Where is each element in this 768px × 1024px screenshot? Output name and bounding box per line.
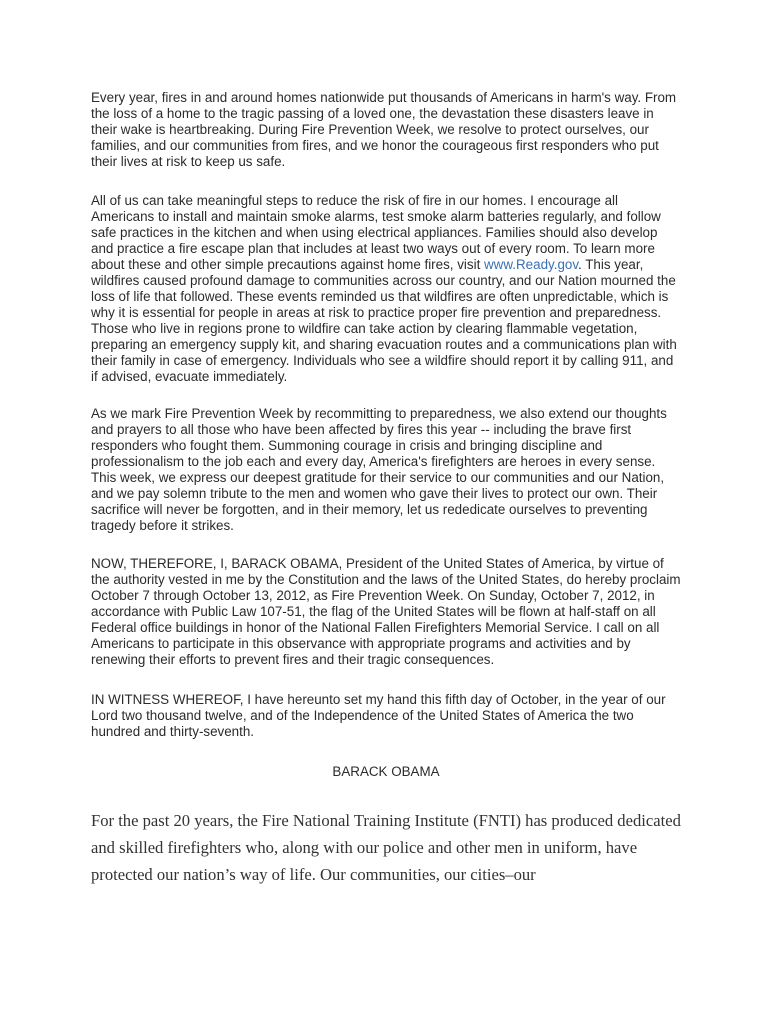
paragraph-gratitude: As we mark Fire Prevention Week by recommitting to preparedness, we also extend our thoughts and prayers to all those who have been affected by fires this year -- including the brave first responders who fought them. Summoning courage in crisis and bringing discipline and professionalism to the job each and every day, America's firefighters are heroes in every sense. This week, we express our deepest gratitude for their service to our communities and our Nation, and we pay solemn tribute to the men and women who gave their lives to protect our own. Their sacrifice will never be forgotten, and in their memory, let us rededicate ourselves to preventing tragedy before it strikes.: [91, 406, 667, 533]
signature: BARACK OBAMA: [332, 764, 440, 779]
paragraph-precautions: [91, 193, 681, 385]
paragraph-precautions-text-end: . This year, wildfires caused profound damage to communities across our country, and our Nation mourned the loss of life that followed. These events reminded us that wildfires are often unpredictable, which is why it is essential for people in areas at risk to practice proper fire prevention and preparedness. Those who live in regions prone to wildfire can take action by clearing flammable vegetation, preparing an emergency supply kit, and sharing evacuation routes and a communications plan with their family in case of emergency. Individuals who see a wildfire should report it by calling 911, and if advised, evacuate immediately.: [91, 257, 677, 384]
paragraph-precautions-text-start: All of us can take meaningful steps to reduce the risk of fire in our homes. I encourage all Americans to install and maintain smoke alarms, test smoke alarm batteries regularly, and follow safe practices in the kitchen and when using electrical appliances. Families should also develop and practice a fire escape plan that includes at least two ways out of every room. To learn more about these and other simple precautions against home fires, visit: [91, 193, 661, 272]
paragraph-fnti: For the past 20 years, the Fire National Training Institute (FNTI) has produced dedicated and skilled firefighters who, along with our police and other men in uniform, have protected our nation’s way of life. Our communities, our cities–our: [91, 811, 681, 884]
paragraph-witness: IN WITNESS WHEREOF, I have hereunto set my hand this fifth day of October, in the year of our Lord two thousand twelve, and of the Independence of the United States of America the two hundred and thirty-seventh.: [91, 692, 666, 739]
paragraph-proclamation: NOW, THEREFORE, I, BARACK OBAMA, President of the United States of America, by virtue of the authority vested in me by the Constitution and the laws of the United States, do hereby proclaim October 7 through October 13, 2012, as Fire Prevention Week. On Sunday, October 7, 2012, in accordance with Public Law 107-51, the flag of the United States will be flown at half-staff on all Federal office buildings in honor of the National Fallen Firefighters Memorial Service. I call on all Americans to participate in this observance with appropriate programs and activities and by renewing their efforts to prevent fires and their tragic consequences.: [91, 556, 681, 667]
paragraph-intro: Every year, fires in and around homes nationwide put thousands of Americans in harm's way. From the loss of a home to the tragic passing of a loved one, the devastation these disasters leave in their wake is heartbreaking. During Fire Prevention Week, we resolve to protect ourselves, our families, and our communities from fires, and we honor the courageous first responders who put their lives at risk to keep us safe.: [91, 90, 677, 169]
ready-gov-link[interactable]: www.Ready.gov: [484, 257, 579, 272]
